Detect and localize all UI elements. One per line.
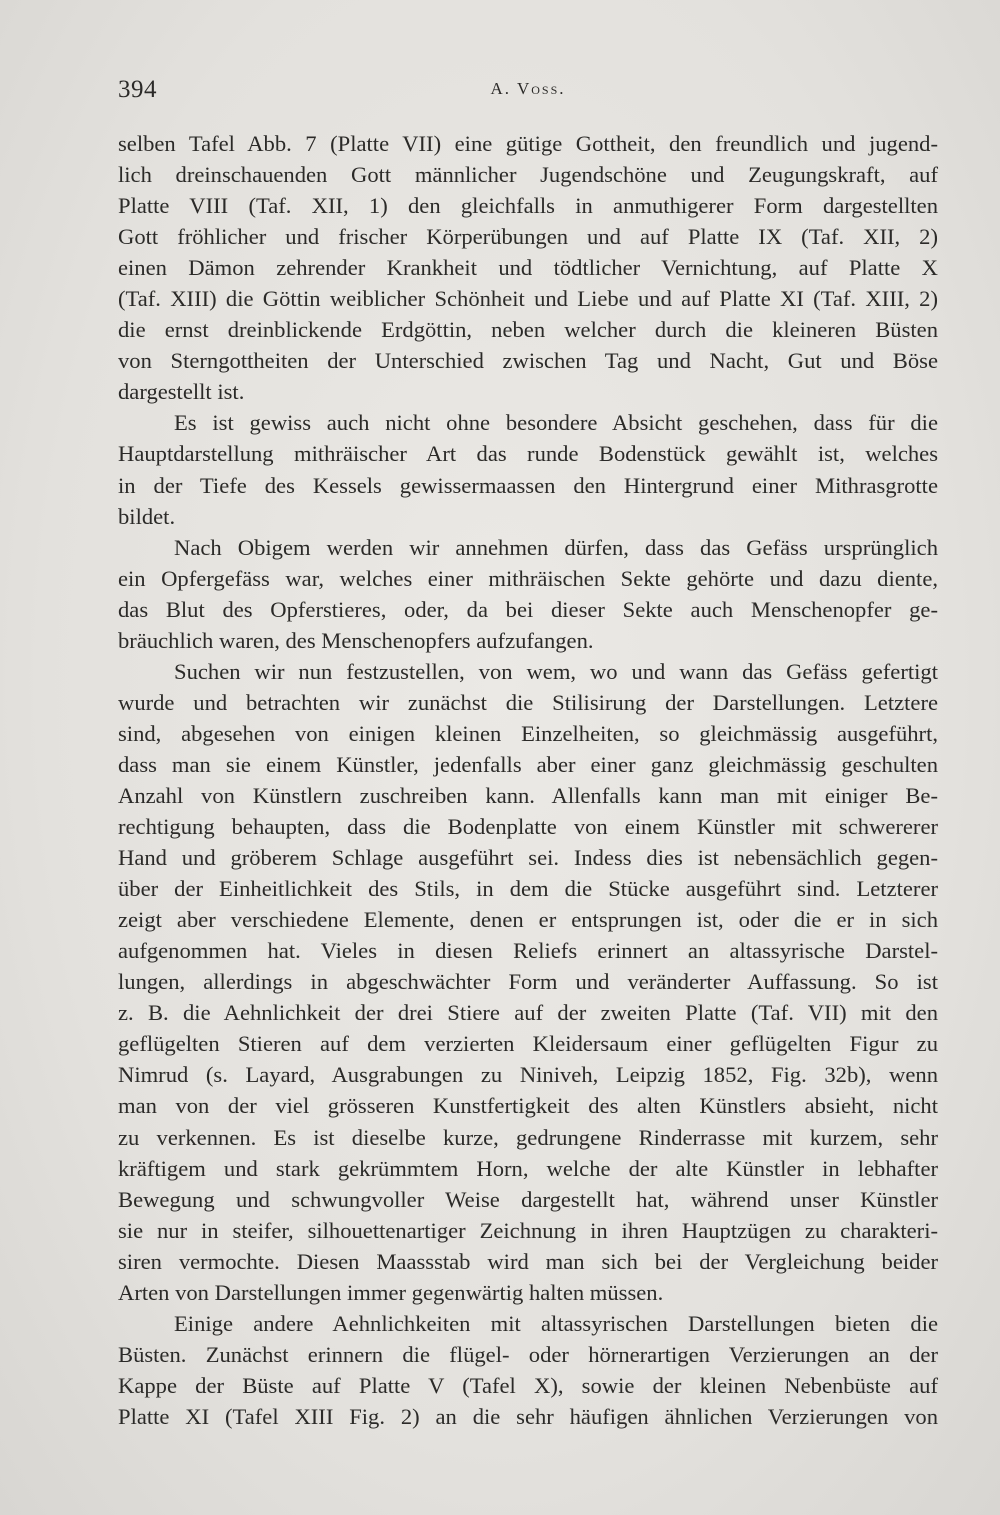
text-line: Kappe der Büste auf Platte V (Tafel X), sowie der kleinen Nebenbüste auf [118, 1372, 938, 1398]
text-line: Platte XI (Tafel XIII Fig. 2) an die sehr häufigen ähnlichen Verzierungen von [118, 1403, 938, 1429]
text-line: geflügelten Stieren auf dem verzierten Kleidersaum einer geflügelten Figur zu [118, 1031, 938, 1057]
text-line: die ernst dreinblickende Erdgöttin, neben welcher durch die kleineren Büsten [118, 317, 938, 343]
text-line: Einige andere Aehnlichkeiten mit altassyrischen Darstellungen bieten die [174, 1310, 938, 1336]
text-line: lungen, allerdings in abgeschwächter Form und veränderter Auffassung. So ist [118, 969, 938, 995]
text-line: selben Tafel Abb. 7 (Platte VII) eine gütige Gottheit, den freundlich und jugend- [118, 131, 938, 156]
paragraph [118, 407, 938, 531]
text-line: (Taf. XIII) die Göttin weiblicher Schönheit und Liebe und auf Platte XI (Taf. XIII, 2) [118, 286, 938, 312]
text-line: sind, abgesehen von einigen kleinen Einzelheiten, so gleichmässig ausgeführt, [118, 720, 938, 746]
text-line: sie nur in steifer, silhouettenartiger Zeichnung in ihren Hauptzügen zu charakteri- [118, 1217, 938, 1243]
text-line: zeigt aber verschiedene Elemente, denen er entsprungen ist, oder die er in sich [118, 907, 938, 933]
text-line: kräftigem und stark gekrümmtem Horn, welche der alte Künstler in lebhafter [118, 1155, 938, 1181]
text-line: dargestellt ist. [118, 379, 245, 405]
text-line: einen Dämon zehrender Krankheit und tödtlicher Vernichtung, auf Platte X [118, 255, 938, 281]
text-line: das Blut des Opferstieres, oder, da bei dieser Sekte auch Menschenopfer ge- [118, 596, 938, 622]
text-line: z. B. die Aehnlichkeit der drei Stiere auf der zweiten Platte (Taf. VII) mit den [118, 1000, 938, 1026]
body-text [118, 128, 938, 1432]
text-line: von Sterngottheiten der Unterschied zwischen Tag und Nacht, Gut und Böse [118, 348, 938, 374]
text-line: bildet. [118, 503, 176, 529]
text-line: Hauptdarstellung mithräischer Art das runde Bodenstück gewählt ist, welches [118, 441, 938, 467]
text-line: Nimrud (s. Layard, Ausgrabungen zu Niniveh, Leipzig 1852, Fig. 32b), wenn [118, 1062, 938, 1088]
text-line: Anzahl von Künstlern zuschreiben kann. Allenfalls kann man mit einiger Be- [118, 782, 938, 808]
page-number: 394 [118, 76, 157, 103]
text-line: Büsten. Zunächst erinnern die flügel- oder hörnerartigen Verzierungen an der [118, 1341, 938, 1367]
text-line: Gott fröhlicher und frischer Körperübungen und auf Platte IX (Taf. XII, 2) [118, 224, 938, 250]
text-line: in der Tiefe des Kessels gewissermaassen den Hintergrund einer Mithrasgrotte [118, 472, 938, 498]
text-line: rechtigung behaupten, dass die Bodenplatte von einem Künstler mit schwererer [118, 814, 938, 840]
text-line: wurde und betrachten wir zunächst die Stilisirung der Darstellungen. Letztere [118, 689, 938, 715]
text-line: Hand und gröberem Schlage ausgeführt sei. Indess dies ist nebensächlich gegen- [118, 845, 938, 871]
text-line: über der Einheitlichkeit des Stils, in dem die Stücke ausgeführt sind. Letzterer [118, 876, 938, 902]
text-line: Nach Obigem werden wir annehmen dürfen, dass das Gefäss ursprünglich [174, 534, 938, 560]
text-line: Bewegung und schwungvoller Weise dargestellt hat, während unser Künstler [118, 1186, 938, 1212]
text-line: Suchen wir nun festzustellen, von wem, wo und wann das Gefäss gefertigt [174, 658, 938, 684]
paragraph [118, 1308, 938, 1432]
text-line: Arten von Darstellungen immer gegenwärtig halten müssen. [118, 1279, 664, 1305]
text-line: man von der viel grösseren Kunstfertigkeit des alten Künstlers absieht, nicht [118, 1093, 938, 1119]
text-line: aufgenommen hat. Vieles in diesen Reliefs erinnert an altassyrische Darstel- [118, 938, 938, 964]
paragraph [118, 656, 938, 1308]
running-head-author: A. Voss. [490, 79, 566, 98]
text-line: ein Opfergefäss war, welches einer mithräischen Sekte gehörte und dazu diente, [118, 565, 938, 591]
paragraph [118, 128, 938, 407]
text-line: bräuchlich waren, des Menschenopfers aufzufangen. [118, 627, 594, 653]
text-line: lich dreinschauenden Gott männlicher Jugendschöne und Zeugungskraft, auf [118, 162, 938, 188]
text-line: zu verkennen. Es ist dieselbe kurze, gedrungene Rinderrasse mit kurzem, sehr [118, 1124, 938, 1150]
text-line: Es ist gewiss auch nicht ohne besondere Absicht geschehen, dass für die [174, 410, 938, 436]
text-line: dass man sie einem Künstler, jedenfalls aber einer ganz gleichmässig geschulten [118, 751, 938, 777]
text-line: siren vermochte. Diesen Maassstab wird man sich bei der Vergleichung beider [118, 1248, 938, 1274]
paragraph [118, 532, 938, 656]
text-line: Platte VIII (Taf. XII, 1) den gleichfalls in anmuthigerer Form dargestellten [118, 193, 938, 219]
page-header [118, 76, 938, 108]
